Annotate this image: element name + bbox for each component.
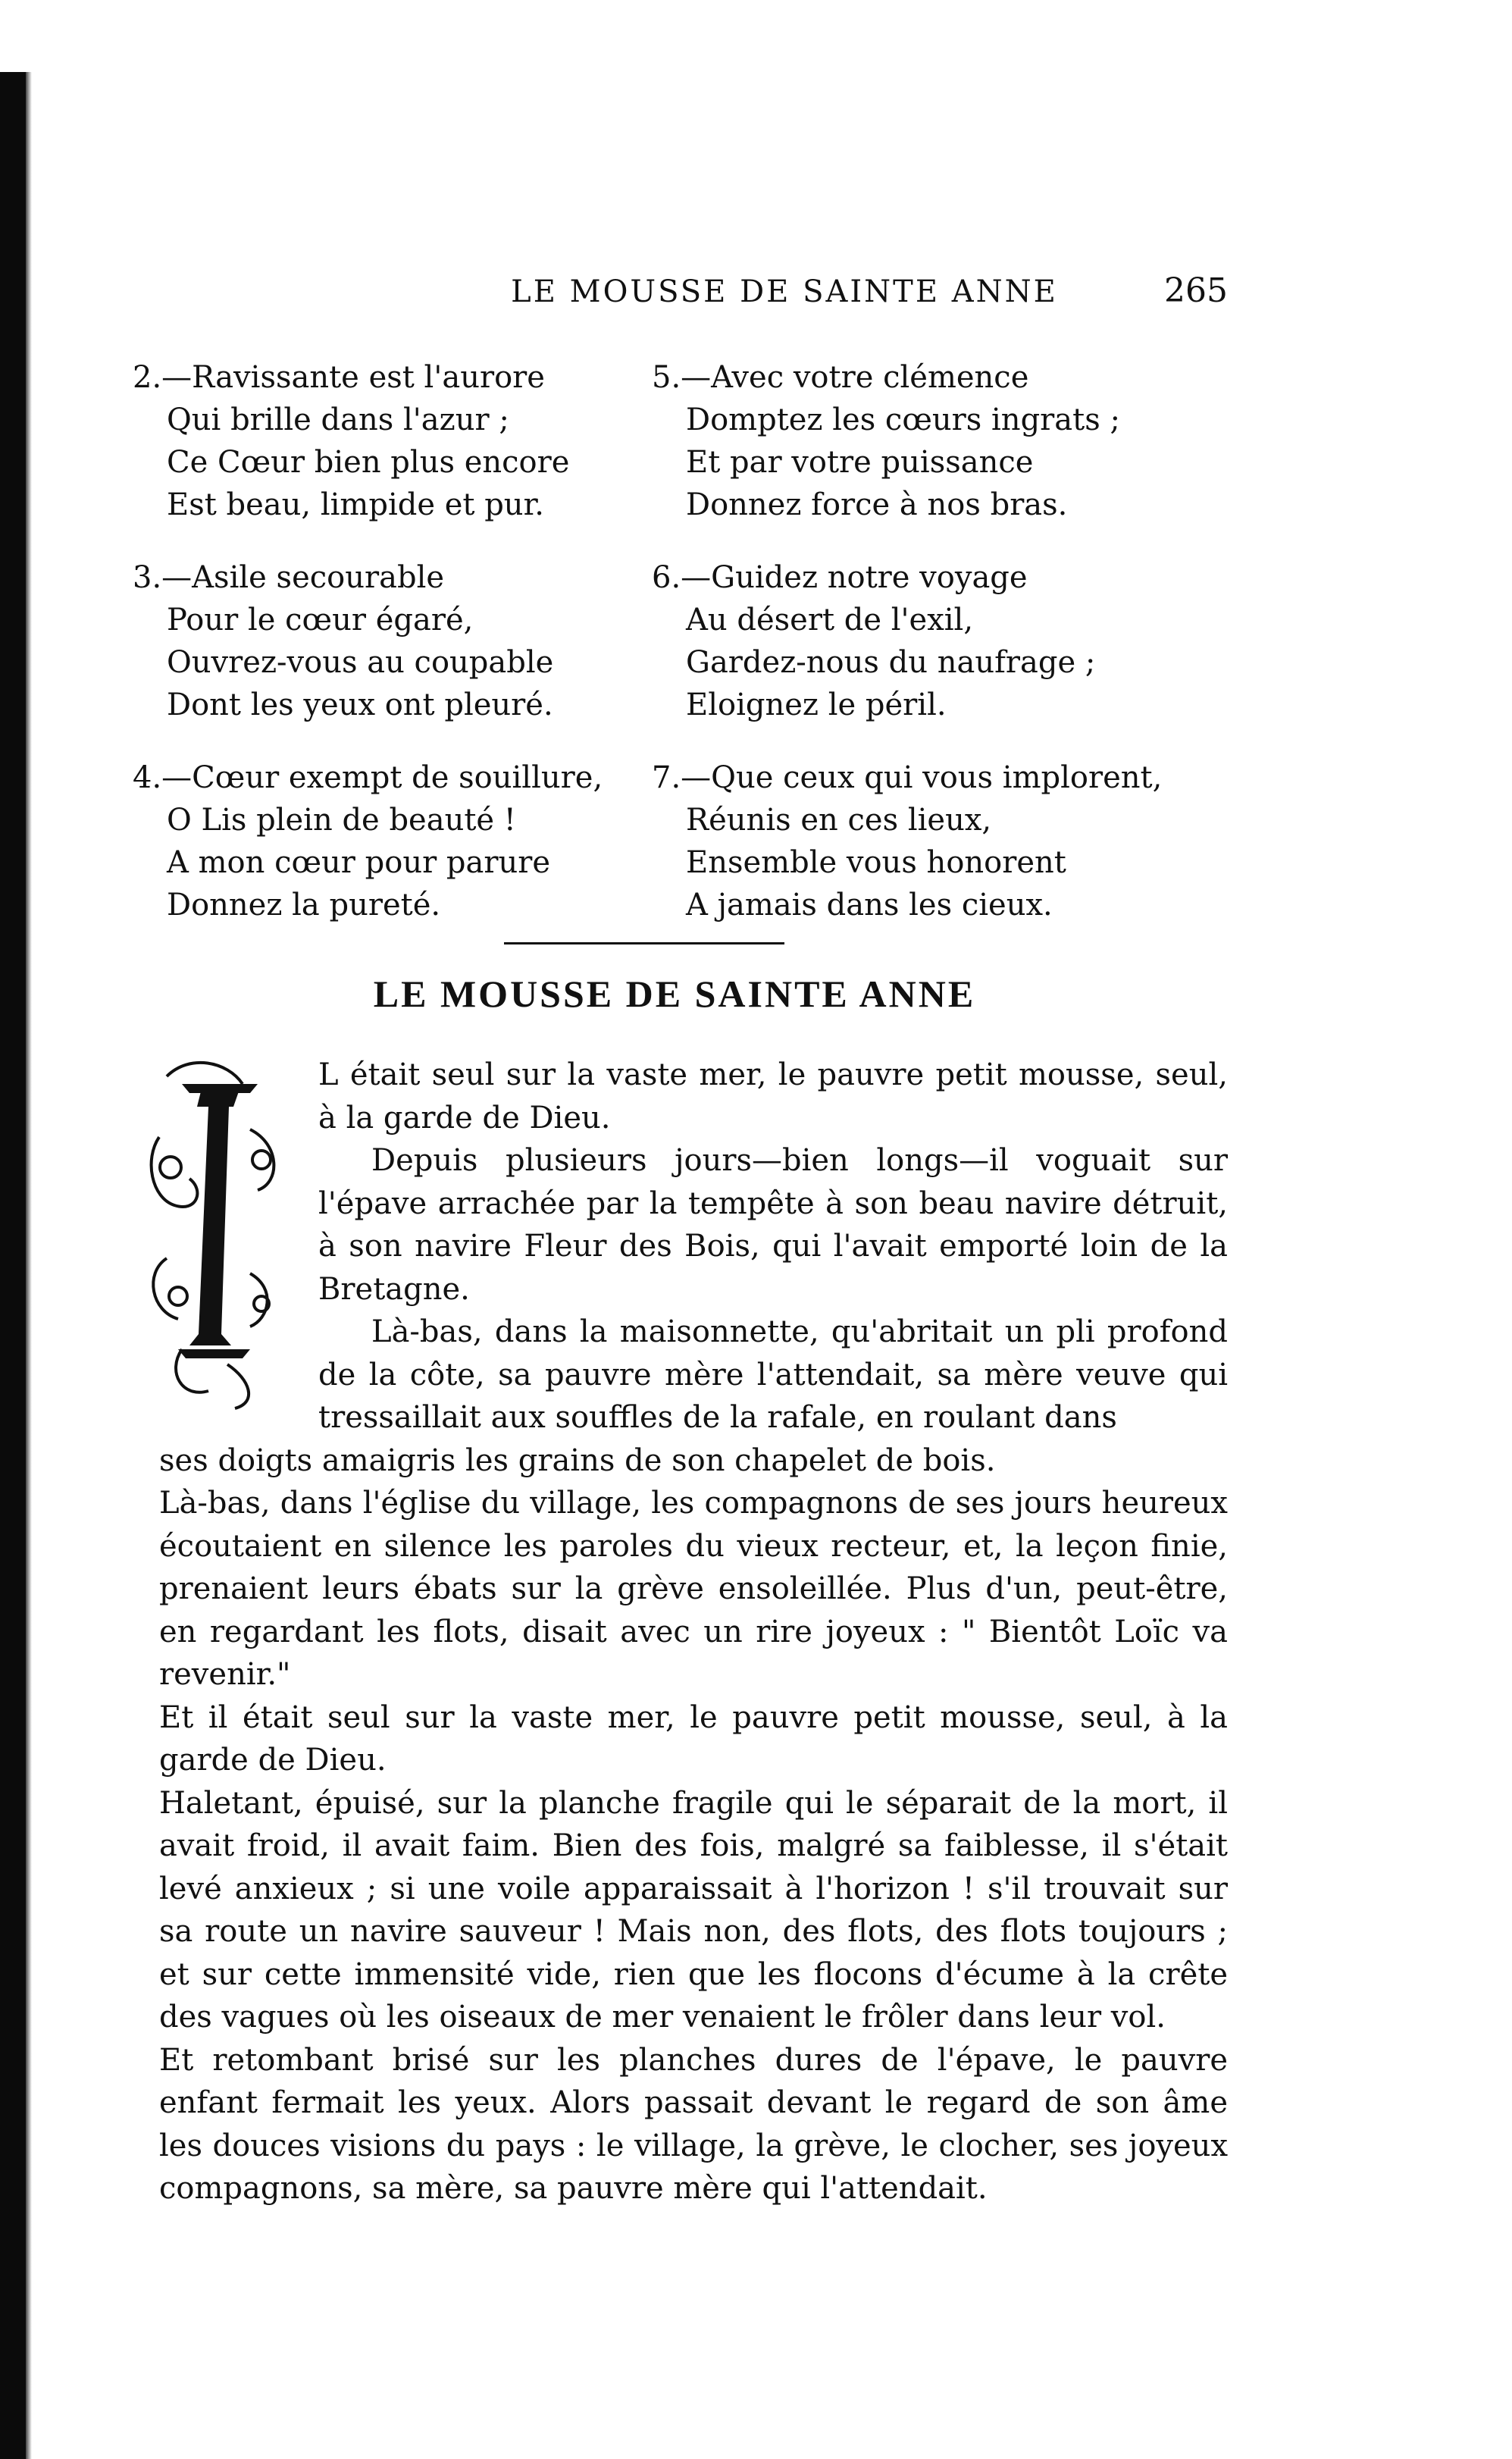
hymn-stanza-3 — [133, 556, 618, 726]
stanza-line: 3.—Asile secourable — [133, 560, 445, 595]
stanza-line: A mon cœur pour parure — [167, 845, 551, 880]
hymn-stanza-2 — [133, 356, 618, 526]
stanza-line: Eloignez le péril. — [686, 688, 947, 722]
hymn-stanza-7 — [652, 756, 1197, 926]
stanza-line: Domptez les cœurs ingrats ; — [686, 403, 1120, 437]
stanza-line: O Lis plein de beauté ! — [167, 803, 516, 838]
story-paragraph: Et retombant brisé sur les planches dures de l'épave, le pauvre enfant fermait les yeux. Alors passait devant le regard de son âme les douces visions du pays : le village, la grève, le clocher, ses joyeux compagnons, sa mère, sa pauvre mère qui l'attendait. — [159, 2042, 1228, 2206]
stanza-line: Et par votre puissance — [686, 445, 1034, 480]
story-paragraph: Et il était seul sur la vaste mer, le pauvre petit mousse, seul, à la garde de Dieu. — [159, 1699, 1228, 1778]
stanza-line: Qui brille dans l'azur ; — [167, 403, 509, 437]
running-head: LE MOUSSE DE SAINTE ANNE — [511, 274, 1058, 309]
stanza-line: Donnez force à nos bras. — [686, 487, 1068, 522]
stanza-line: Dont les yeux ont pleuré. — [167, 688, 553, 722]
story-paragraph: Là-bas, dans l'église du village, les compagnons de ses jours heureux écoutaient en silence les paroles du vieux recteur, et, la leçon finie, prenaient leurs ébats sur la grève ensoleillée. Plus d'un, peut-être, en regardant les flots, disait avec un rire joyeux : " Bientôt Loïc va revenir." — [159, 1486, 1228, 1692]
stanza-line: A jamais dans les cieux. — [686, 888, 1053, 923]
stanza-line: Pour le cœur égaré, — [167, 603, 474, 637]
stanza-line: Est beau, limpide et pur. — [167, 487, 545, 522]
stanza-line: Au désert de l'exil, — [686, 603, 974, 637]
stanza-line: Ce Cœur bien plus encore — [167, 445, 570, 480]
story-paragraph: Là-bas, dans la maisonnette, qu'abritait un pli profond de la côte, sa pauvre mère l'attendait, sa mère veuve qui tressaillait aux souffles de la rafale, en roulant dans — [318, 1314, 1228, 1435]
hymn-column-left — [133, 356, 618, 957]
stanza-line: 5.—Avec votre clémence — [652, 360, 1029, 395]
stanza-line: 4.—Cœur exempt de souillure, — [133, 760, 603, 795]
stanza-line: Ensemble vous honorent — [686, 845, 1066, 880]
story-paragraph: Depuis plusieurs jours—bien longs—il voguait sur l'épave arrachée par la tempête à son beau navire détruit, à son navire Fleur des Bois, qui l'avait emporté loin de la Bretagne. — [318, 1143, 1228, 1307]
story-paragraph: ses doigts amaigris les grains de son chapelet de bois. — [159, 1443, 996, 1478]
stanza-line: 6.—Guidez notre voyage — [652, 560, 1028, 595]
page-number: 265 — [1164, 271, 1228, 310]
story-title: LE MOUSSE DE SAINTE ANNE — [373, 973, 976, 1015]
hymn-stanza-5 — [652, 356, 1197, 526]
stanza-line: Ouvrez-vous au coupable — [167, 645, 554, 680]
stanza-line: Donnez la pureté. — [167, 888, 441, 923]
story-paragraph: Haletant, épuisé, sur la planche fragile qui le séparait de la mort, il avait froid, il avait faim. Bien des fois, malgré sa faiblesse, il s'était levé anxieux ; si une voile apparaissait à l'horizon ! s'il trouvait sur sa route un navire sauveur ! Mais non, des flots, des flots toujours ; et sur cette immensité vide, rien que les flocons d'écume à la crête des vagues où les oiseaux de mer venaient le frôler dans leur vol. — [159, 1785, 1228, 2035]
story-body — [0, 1054, 1512, 2210]
story-paragraph: L était seul sur la vaste mer, le pauvre petit mousse, seul, à la garde de Dieu. — [318, 1057, 1228, 1136]
section-divider — [504, 942, 784, 944]
stanza-line: Réunis en ces lieux, — [686, 803, 992, 838]
hymn-stanza-4 — [133, 756, 618, 926]
stanza-line: 2.—Ravissante est l'aurore — [133, 360, 545, 395]
hymn-stanza-6 — [652, 556, 1197, 726]
stanza-line: Gardez-nous du naufrage ; — [686, 645, 1096, 680]
stanza-line: 7.—Que ceux qui vous implorent, — [652, 760, 1163, 795]
hymn-column-right — [652, 356, 1197, 957]
